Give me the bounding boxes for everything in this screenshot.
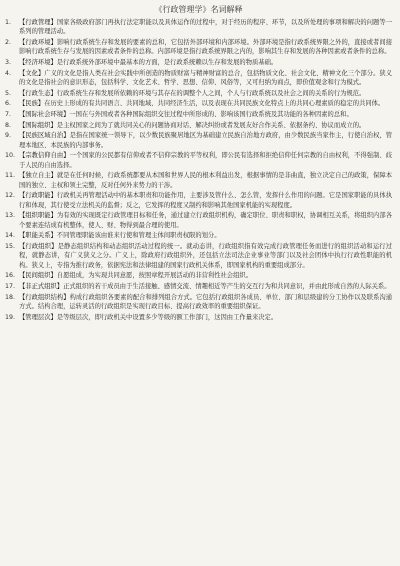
document-title: 《行政管理学》名词解释 <box>154 5 243 14</box>
entry-number: 18. <box>5 293 16 301</box>
entry-body <box>19 242 392 270</box>
entry-term: 【民间组织】 <box>19 272 57 280</box>
entry-term: 【国际社会环境】 <box>19 111 70 119</box>
entry-term: 【文化】 <box>19 69 45 77</box>
entry-number: 9. <box>5 132 12 140</box>
definition-entry <box>5 69 392 88</box>
entry-body <box>19 58 392 67</box>
definition-entry <box>5 121 392 130</box>
entry-body <box>19 131 392 150</box>
entry-term: 【民族】 <box>19 100 45 108</box>
entry-term: 【行政组织】 <box>19 243 58 250</box>
entry-body <box>19 38 392 57</box>
entry-number: 1. <box>5 19 12 26</box>
entry-term: 【宗教信仰自由】 <box>19 152 70 160</box>
entry-definition: 一个国家的公民都有信仰或者不信仰宗教的平等权利，即公民有选择和拒绝信仰任何宗教的自由权利，不得强制、歧于人民的自由选择。 <box>19 152 393 169</box>
entry-body <box>19 121 392 130</box>
entry-term: 【行政管理】 <box>19 19 57 26</box>
entry-body <box>19 282 392 291</box>
entry-number: 12. <box>5 192 16 200</box>
entry-definition: 在历史上形成的有共同语言、共同地域、共同经济生活，以及表现在共同民族文化特点上的共同心理素质的稳定的共同体。 <box>44 100 385 108</box>
entry-definition: 自愿组成，为实现共同意愿，按照章程开展活动的非营利性社会组织。 <box>56 272 252 280</box>
definition-entry <box>5 211 392 230</box>
definition-entry <box>5 313 392 322</box>
entry-body <box>19 151 392 170</box>
entry-term: 【民族区域自治】 <box>19 132 70 140</box>
entry-definition: 是等级层次，即行政机关中设置多少等级的额工作部门，这因由工作量来决定。 <box>56 313 278 321</box>
definition-entry <box>5 282 392 291</box>
definition-entry <box>5 131 392 150</box>
entry-number: 7. <box>5 111 12 119</box>
entry-number: 3. <box>5 58 12 66</box>
entry-body <box>19 18 392 37</box>
entry-body <box>19 293 392 312</box>
entry-definition: 影响行政系统生存和发展的要素的总和，它包括外部环境和内部环境。外部环境是指行政系统界限之外的，直接或者间接影响行政系统生存与发展的因素或者条件的总称。内部环境是指行政系统界限之内的，影响其生存和发展的各种因素或者条件的总称。 <box>19 38 393 56</box>
entry-body <box>19 271 392 280</box>
definition-entry <box>5 242 392 270</box>
entry-definition: 为有效的实现既定行政管理目标和任务，通过建立行政组织机构，确定职位、职责和职权，协调相互关系，将组织内部各个要素连结成有机整体，使人、财、物得到最合理的使用。 <box>19 212 393 229</box>
entry-definition: 一国在与外国或者各种国际组织交往过程中所形成的、影响该国行政系统及其功能的各种因素的总和。 <box>69 111 353 119</box>
entry-term: 【行政职能】 <box>19 192 57 200</box>
entry-number: 4. <box>5 69 12 77</box>
definition-entry <box>5 38 392 57</box>
entry-term: 【组织职能】 <box>19 212 57 220</box>
entry-number: 17. <box>5 282 16 290</box>
entry-term: 【行政环境】 <box>19 38 57 46</box>
entry-term: 【国际组织】 <box>19 121 57 129</box>
definition-entry <box>5 151 392 170</box>
entry-number: 15. <box>5 243 16 250</box>
definition-entry <box>5 58 392 67</box>
entry-number: 11. <box>5 172 16 180</box>
entry-term: 【经济环境】 <box>19 58 57 66</box>
definition-entry <box>5 110 392 119</box>
entry-body <box>19 171 392 190</box>
entry-number: 2. <box>5 38 12 46</box>
definition-entry <box>5 99 392 108</box>
entry-number: 16. <box>5 272 16 280</box>
entry-number: 6. <box>5 100 12 108</box>
entry-definition: 是主权国家之间为了就共同关心的问题协商对话、解决纠纷或者发展友好合作关系、依据条约、协议而成立的。 <box>56 121 366 129</box>
entry-body <box>19 69 392 88</box>
entry-number: 10. <box>5 152 16 160</box>
entry-term: 【行政组织结构】 <box>19 293 70 301</box>
definition-list <box>5 18 392 322</box>
definition-entry <box>5 171 392 190</box>
entry-definition: 是行政系统外部环境中最基本的方面，是行政系统赖以生存和发展的物质基础。 <box>56 58 278 66</box>
entry-definition: 是指在国家统一领导下，以少数民族聚居地区为基础建立民族自治地方政府，由少数民族当家作主，行使自治权，管理本地区、本民族的内部事务。 <box>19 132 393 149</box>
entry-definition: 国家各级政府部门再执行法定职能以及具体运作的过程中，对于经历的程序、环节，以及所处理的事项和解决的问题等一系列的管理活动。 <box>19 19 393 36</box>
entry-term: 【非正式组织】 <box>19 282 64 290</box>
entry-body <box>19 313 392 322</box>
entry-term: 【职能关系】 <box>19 232 57 240</box>
entry-number: 13. <box>5 212 16 220</box>
entry-definition: 行政机关再管理活动中的基本职责和功能作用，主要涉及管什么、怎么管，发挥什么作用的问题。它是国家职能的具体执行和体现，其行使受立法机关的监督；反之，它发挥的程度又制约和影响其他国家机能的实现程度。 <box>19 192 393 209</box>
entry-term: 【管理层次】 <box>19 313 57 321</box>
definition-entry <box>5 271 392 280</box>
entry-definition: 是静态组织结构和动态组织活动过程的统一。就动态讲，行政组织指有效完成行政管理任务而进行的组织活动和运行过程，就静态讲，有广义狭义之分。广义上，除政府行政组织外，还包括立法司法企业事业等部门以及社会团体中执行行政性职能的机构。狭义上，专指为推行政务，依据宪法和法律组建的国家行政机关体系，即国家机构的重要组成部分。 <box>19 243 393 269</box>
entry-definition: 广义的文化是指人类在社会实践中所创造的物质财富与精神财富的总合，包括物质文化、社会文化、精神文化三个部分。狭义的文化是指社会的意识形态，包括科学、文化艺术、哲学、思想、信仰、风俗等，又可归纳为商点，即价值观念和行为模式。 <box>19 69 393 86</box>
entry-body <box>19 89 392 98</box>
entry-definition: 就是在任何时候，行政系统都要从本国和世界人民的根本利益出发，根据事情的是非曲直，独立决定自己的政策，保障本国的独立、主权和领土完整，反对任何外来势力的干涉。 <box>19 172 393 189</box>
entry-definition: 构成行政组织各要素的配合和排列组合方式。它包括行政组织各成员、单位、部门和层级建的分工协作以及联系沟通方式。结构合理，运转灵活的行政组织是实现行政目标、提高行政效率的重要组织保证。 <box>19 293 393 310</box>
entry-number: 14. <box>5 232 16 240</box>
entry-number: 5. <box>5 89 12 97</box>
definition-entry <box>5 191 392 210</box>
entry-term: 【独立自主】 <box>19 172 57 180</box>
entry-number: 8. <box>5 121 12 129</box>
entry-definition: 正式组织的若干成员由于生活接触、感情交流、情趣相近等产生的交互行为和共同意识，并由此形成自然的人际关系。 <box>63 282 391 290</box>
definition-entry <box>5 18 392 37</box>
entry-body <box>19 231 392 240</box>
definition-entry <box>5 293 392 312</box>
entry-body <box>19 99 392 108</box>
entry-definition: 行政系统生存和发展所依赖的环境与其存在的调整个人之间，个人与行政系统以及社会之间的关系的行为规范。 <box>56 89 366 97</box>
entry-number: 19. <box>5 313 16 321</box>
entry-body <box>19 110 392 119</box>
entry-body <box>19 211 392 230</box>
definition-entry <box>5 89 392 98</box>
definition-entry <box>5 231 392 240</box>
entry-definition: 不同管理职能该由谁来行使和管理主体间职责权限的划分。 <box>56 232 221 240</box>
entry-term: 【行政生态】 <box>19 89 57 97</box>
entry-body <box>19 191 392 210</box>
